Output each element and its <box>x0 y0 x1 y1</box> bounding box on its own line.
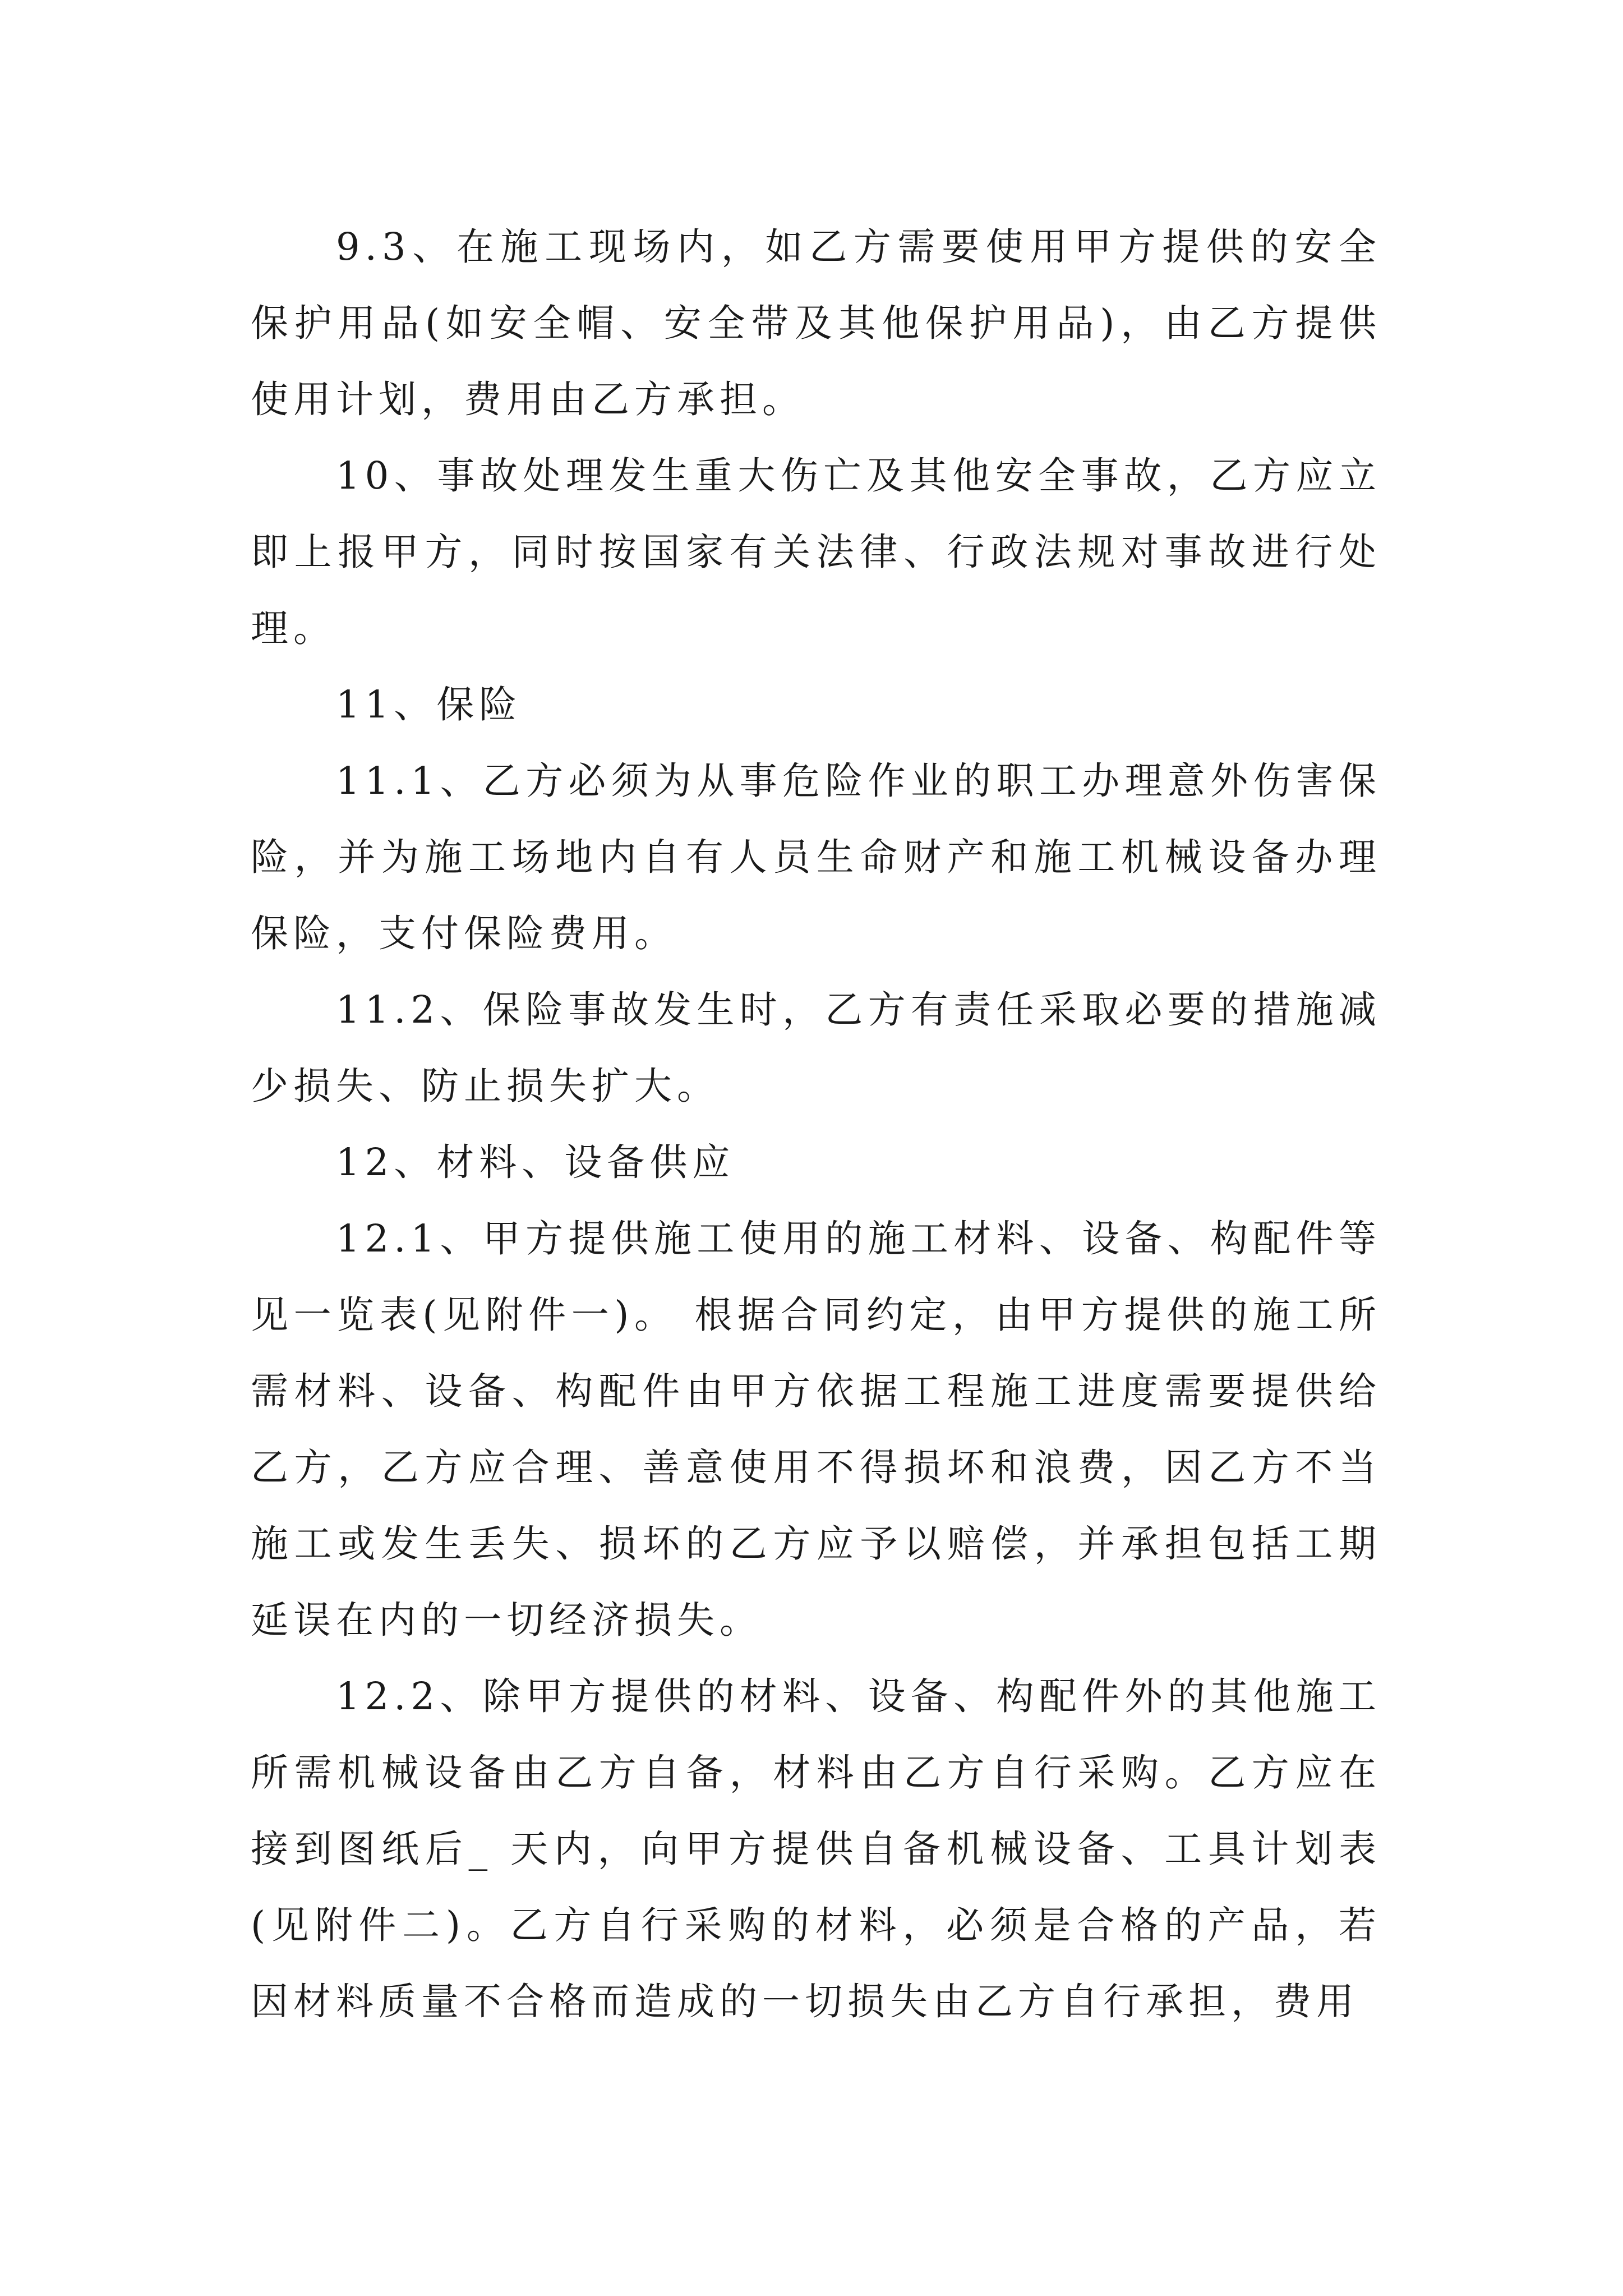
paragraph-12-2: 12.2、除甲方提供的材料、设备、构配件外的其他施工所需机械设备由乙方自备，材料由乙方自行采购。乙方应在接到图纸后_ 天内，向甲方提供自备机械设备、工具计划表(见附件二)。乙方自行采购的材料，必须是合格的产品，若因材料质量不合格而造成的一切损失由乙方自行承担，费用 <box>251 1674 1381 2023</box>
heading-12-supply: 12、材料、设备供应 <box>336 1140 735 1184</box>
paragraph-11-1: 11.1、乙方必须为从事危险作业的职工办理意外伤害保险，并为施工场地内自有人员生命财产和施工机械设备办理保险，支付保险费用。 <box>251 759 1381 955</box>
document-page <box>251 209 1381 2040</box>
paragraph-10: 10、事故处理发生重大伤亡及其他安全事故，乙方应立即上报甲方，同时按国家有关法律、行政法规对事故进行处理。 <box>251 454 1381 650</box>
paragraph-11-2: 11.2、保险事故发生时，乙方有责任采取必要的措施减少损失、防止损失扩大。 <box>251 988 1381 1108</box>
paragraph-12-1: 12.1、甲方提供施工使用的施工材料、设备、构配件等见一览表(见附件一)。 根据合同约定，由甲方提供的施工所需材料、设备、构配件由甲方依据工程施工进度需要提供给乙方，乙方应合理、善意使用不得损坏和浪费，因乙方不当施工或发生丢失、损坏的乙方应予以赔偿，并承担包括工期延误在内的一切经济损失。 <box>251 1217 1381 1642</box>
paragraph-9-3: 9.3、在施工现场内，如乙方需要使用甲方提供的安全保护用品(如安全帽、安全带及其他保护用品)，由乙方提供使用计划，费用由乙方承担。 <box>251 225 1381 421</box>
heading-11-insurance: 11、保险 <box>336 683 522 726</box>
